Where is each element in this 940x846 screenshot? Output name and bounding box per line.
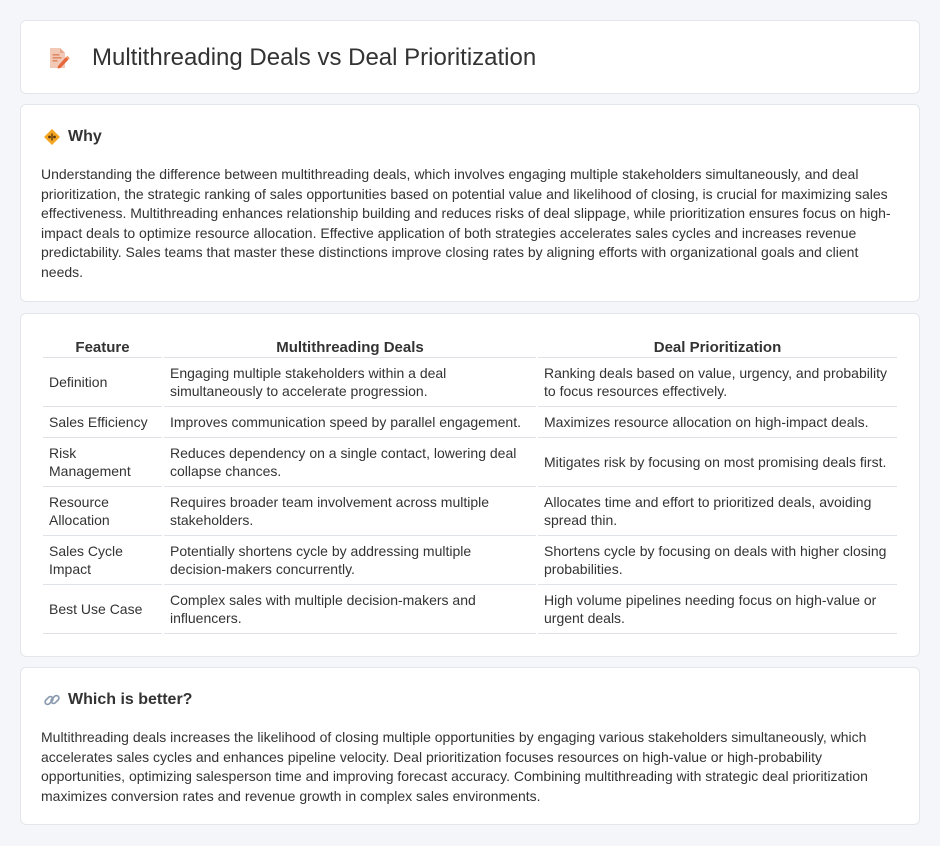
- multithreading-cell: Engaging multiple stakeholders within a deal simultaneously to accelerate progression.: [164, 358, 536, 407]
- header-prioritization: Deal Prioritization: [538, 335, 897, 358]
- prioritization-cell: Mitigates risk by focusing on most promising deals first.: [538, 438, 897, 487]
- feature-cell: Best Use Case: [43, 585, 162, 634]
- table-header-row: [43, 335, 897, 358]
- feature-cell: Definition: [43, 358, 162, 407]
- comparison-section: [20, 313, 920, 657]
- why-text: Understanding the difference between multithreading deals, which involves engaging multiple stakeholders simultaneously, and deal prioritization, the strategic ranking of sales opportunities based on potential value and likelihood of closing, is crucial for maximizing sales effectiveness. Multithreading enhances relationship building and reduces risks of deal slippage, while prioritization ensures focus on high-impact deals to optimize resource allocation. Effective application of both strategies accelerates sales cycles and increases revenue predictability. Sales teams that master these distinctions improve closing rates by aligning efforts with organizational goals and client needs.: [41, 166, 891, 280]
- feature-cell: Risk Management: [43, 438, 162, 487]
- prioritization-cell: Allocates time and effort to prioritized deals, avoiding spread thin.: [538, 487, 897, 536]
- prioritization-cell: Maximizes resource allocation on high-impact deals.: [538, 407, 897, 438]
- page-title: Multithreading Deals vs Deal Prioritization: [92, 44, 537, 71]
- table-row: [43, 438, 897, 487]
- feature-cell: Sales Efficiency: [43, 407, 162, 438]
- multithreading-cell: Improves communication speed by parallel engagement.: [164, 407, 536, 438]
- why-section: [20, 104, 920, 302]
- better-heading: [43, 689, 192, 711]
- header-multithreading: Multithreading Deals: [164, 335, 536, 358]
- multithreading-cell: Complex sales with multiple decision-makers and influencers.: [164, 585, 536, 634]
- table-row: [43, 585, 897, 634]
- diamond-sign-icon: [43, 128, 61, 146]
- link-icon: [43, 691, 61, 709]
- feature-cell: Sales Cycle Impact: [43, 536, 162, 585]
- feature-cell: Resource Allocation: [43, 487, 162, 536]
- table-row: [43, 487, 897, 536]
- table-row: [43, 536, 897, 585]
- table-row: [43, 358, 897, 407]
- why-heading: [43, 126, 102, 148]
- header-card: [20, 20, 920, 94]
- prioritization-cell: High volume pipelines needing focus on high-value or urgent deals.: [538, 585, 897, 634]
- prioritization-cell: Shortens cycle by focusing on deals with higher closing probabilities.: [538, 536, 897, 585]
- better-text: Multithreading deals increases the likelihood of closing multiple opportunities by engaging various stakeholders simultaneously, which accelerates sales cycles and enhances pipeline velocity. Deal prioritization focuses resources on high-value or high-probability opportunities, optimizing salesperson time and improving forecast accuracy. Combining multithreading with strategic deal prioritization maximizes conversion rates and revenue growth in complex sales environments.: [41, 729, 868, 804]
- why-title: Why: [68, 128, 102, 145]
- table-row: [43, 407, 897, 438]
- which-better-section: [20, 667, 920, 825]
- prioritization-cell: Ranking deals based on value, urgency, and probability to focus resources effectively.: [538, 358, 897, 407]
- multithreading-cell: Potentially shortens cycle by addressing multiple decision-makers concurrently.: [164, 536, 536, 585]
- multithreading-cell: Reduces dependency on a single contact, lowering deal collapse chances.: [164, 438, 536, 487]
- header-feature: Feature: [43, 335, 162, 358]
- better-title: Which is better?: [68, 691, 193, 708]
- document-pencil-icon: [45, 45, 71, 71]
- comparison-table: [41, 335, 899, 634]
- multithreading-cell: Requires broader team involvement across multiple stakeholders.: [164, 487, 536, 536]
